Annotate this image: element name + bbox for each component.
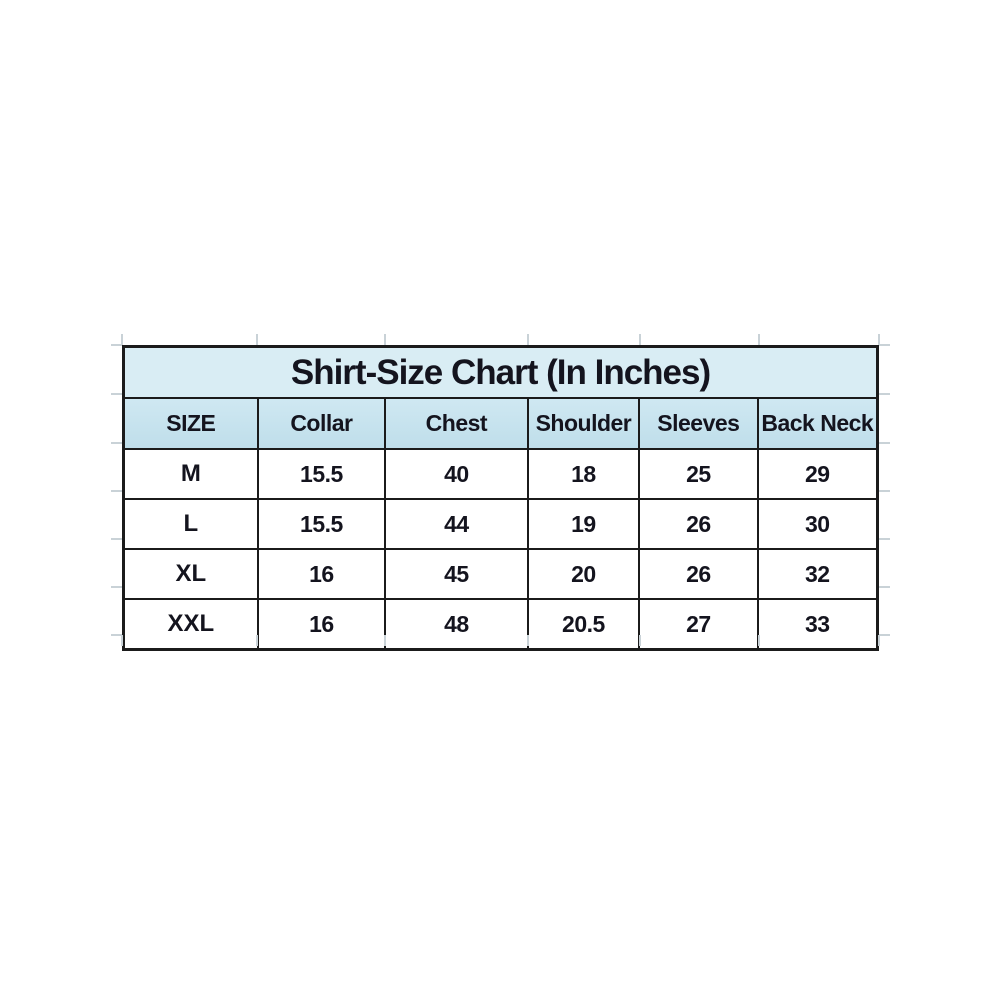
gridline-stub	[879, 344, 890, 346]
gridline-stub	[879, 586, 890, 588]
value-cell: 20.5	[528, 599, 640, 650]
gridline-stub	[111, 586, 122, 588]
gridline-stub	[111, 442, 122, 444]
table-row-m	[124, 449, 878, 499]
table-row-xxl	[124, 599, 878, 650]
gridline-stub	[639, 334, 641, 345]
value-cell: 48	[385, 599, 528, 650]
gridline-stub	[758, 334, 760, 345]
size-chart	[122, 345, 879, 635]
gridline-stub	[879, 634, 890, 636]
value-cell: 44	[385, 499, 528, 549]
value-cell: 45	[385, 549, 528, 599]
header-row	[124, 398, 878, 449]
size-cell: XXL	[124, 599, 258, 650]
gridline-stub	[758, 635, 760, 646]
size-cell: M	[124, 449, 258, 499]
value-cell: 25	[639, 449, 757, 499]
table-row-l	[124, 499, 878, 549]
value-cell: 15.5	[258, 449, 385, 499]
gridline-stub	[111, 344, 122, 346]
value-cell: 33	[758, 599, 878, 650]
title-row	[124, 347, 878, 399]
value-cell: 29	[758, 449, 878, 499]
value-cell: 27	[639, 599, 757, 650]
value-cell: 16	[258, 549, 385, 599]
size-chart-table	[122, 345, 879, 651]
value-cell: 19	[528, 499, 640, 549]
chart-title: Shirt-Size Chart (In Inches)	[124, 347, 878, 399]
gridline-stub	[256, 334, 258, 345]
gridline-stub	[879, 490, 890, 492]
column-header-shoulder: Shoulder	[528, 398, 640, 449]
gridline-stub	[879, 393, 890, 395]
value-cell: 32	[758, 549, 878, 599]
gridline-stub	[256, 635, 258, 646]
gridline-stub	[384, 635, 386, 646]
value-cell: 18	[528, 449, 640, 499]
gridline-stub	[111, 490, 122, 492]
gridline-stub	[879, 442, 890, 444]
value-cell: 40	[385, 449, 528, 499]
value-cell: 16	[258, 599, 385, 650]
gridline-stub	[111, 634, 122, 636]
value-cell: 15.5	[258, 499, 385, 549]
gridline-stub	[527, 334, 529, 345]
column-header-collar: Collar	[258, 398, 385, 449]
gridline-stub	[111, 393, 122, 395]
column-header-back-neck: Back Neck	[758, 398, 878, 449]
value-cell: 26	[639, 499, 757, 549]
column-header-chest: Chest	[385, 398, 528, 449]
gridline-stub	[639, 635, 641, 646]
gridline-stub	[121, 635, 123, 646]
column-header-size: SIZE	[124, 398, 258, 449]
gridline-stub	[384, 334, 386, 345]
gridline-stub	[111, 538, 122, 540]
table-row-xl	[124, 549, 878, 599]
size-cell: L	[124, 499, 258, 549]
value-cell: 30	[758, 499, 878, 549]
size-cell: XL	[124, 549, 258, 599]
value-cell: 26	[639, 549, 757, 599]
gridline-stub	[878, 635, 880, 646]
gridline-stub	[527, 635, 529, 646]
column-header-sleeves: Sleeves	[639, 398, 757, 449]
value-cell: 20	[528, 549, 640, 599]
gridline-stub	[879, 538, 890, 540]
